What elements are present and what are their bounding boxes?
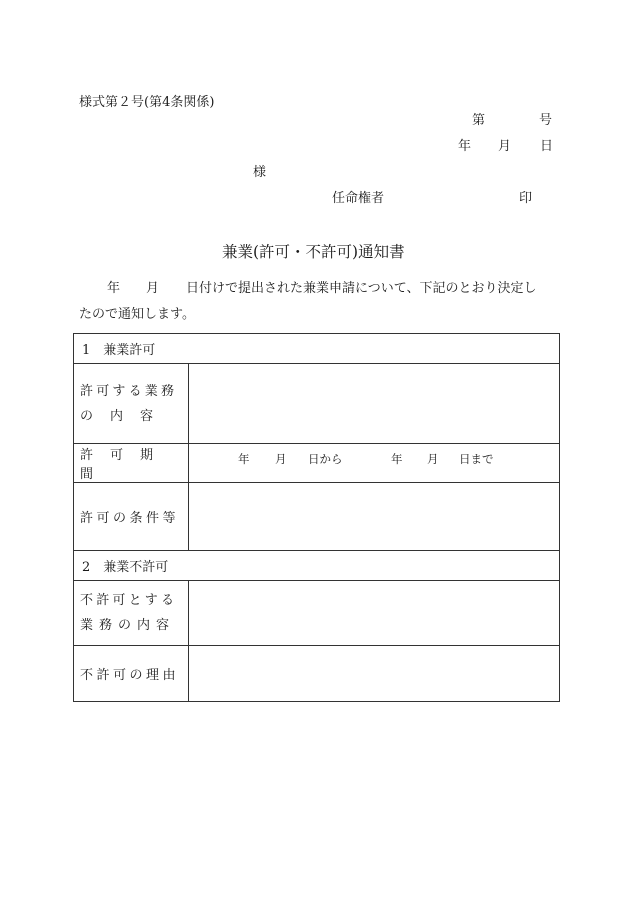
label-denied-work-line1: 不許可とする <box>80 593 178 608</box>
period-from-month: 月 <box>275 452 287 466</box>
period-to-day: 日まで <box>459 452 494 466</box>
date-day: 日 <box>540 139 554 154</box>
section2-heading: 2 兼業不許可 <box>74 551 560 581</box>
denied-work-value[interactable] <box>189 581 560 646</box>
body-sentence: 日付けで提出された兼業申請について、下記のとおり決定し <box>186 281 537 296</box>
period-to-year: 年 <box>391 452 403 466</box>
row-permit-period <box>74 444 560 483</box>
label-denial-reason-text: 不許可の理由 <box>80 668 180 683</box>
form-number: 様式第２号(第4条関係) <box>79 95 215 110</box>
period-to-month: 月 <box>427 452 439 466</box>
row-denial-reason <box>74 646 560 702</box>
conditions-value[interactable] <box>189 483 560 551</box>
row-denied-work <box>74 581 560 646</box>
decision-table <box>73 333 560 702</box>
section2-row <box>74 551 560 581</box>
body-line2: たので通知します。 <box>79 307 195 322</box>
label-permit-period <box>74 444 189 483</box>
label-permitted-work <box>74 364 189 444</box>
issuer-label: 任命権者 <box>332 191 385 206</box>
row-permitted-work <box>74 364 560 444</box>
body-year: 年 <box>107 281 121 296</box>
label-denied-work-line2: 業務の内容 <box>80 618 176 633</box>
label-denial-reason <box>74 646 189 702</box>
label-permitted-work-line1: 許可する業務 <box>80 383 178 399</box>
section1-heading: 1 兼業許可 <box>74 334 560 364</box>
date-year: 年 <box>458 139 472 154</box>
body-month: 月 <box>146 281 160 296</box>
document-title: 兼業(許可・不許可)通知書 <box>222 243 405 261</box>
label-permitted-work-line2: の 内 容 <box>80 408 156 424</box>
label-conditions <box>74 483 189 551</box>
label-conditions-text: 許可の条件等 <box>80 511 180 526</box>
doc-no-go: 号 <box>539 113 553 128</box>
section1-row <box>74 334 560 364</box>
label-permit-period-text: 許可期間 <box>80 448 171 482</box>
permit-period-value[interactable] <box>189 444 560 483</box>
permitted-work-value[interactable] <box>189 364 560 444</box>
row-conditions <box>74 483 560 551</box>
doc-no-dai: 第 <box>472 113 486 128</box>
period-from-day: 日から <box>308 452 343 466</box>
period-from-year: 年 <box>238 452 250 466</box>
seal-mark: 印 <box>519 191 533 206</box>
addressee-suffix: 様 <box>253 165 267 180</box>
date-month: 月 <box>498 139 512 154</box>
label-denied-work <box>74 581 189 646</box>
denial-reason-value[interactable] <box>189 646 560 702</box>
